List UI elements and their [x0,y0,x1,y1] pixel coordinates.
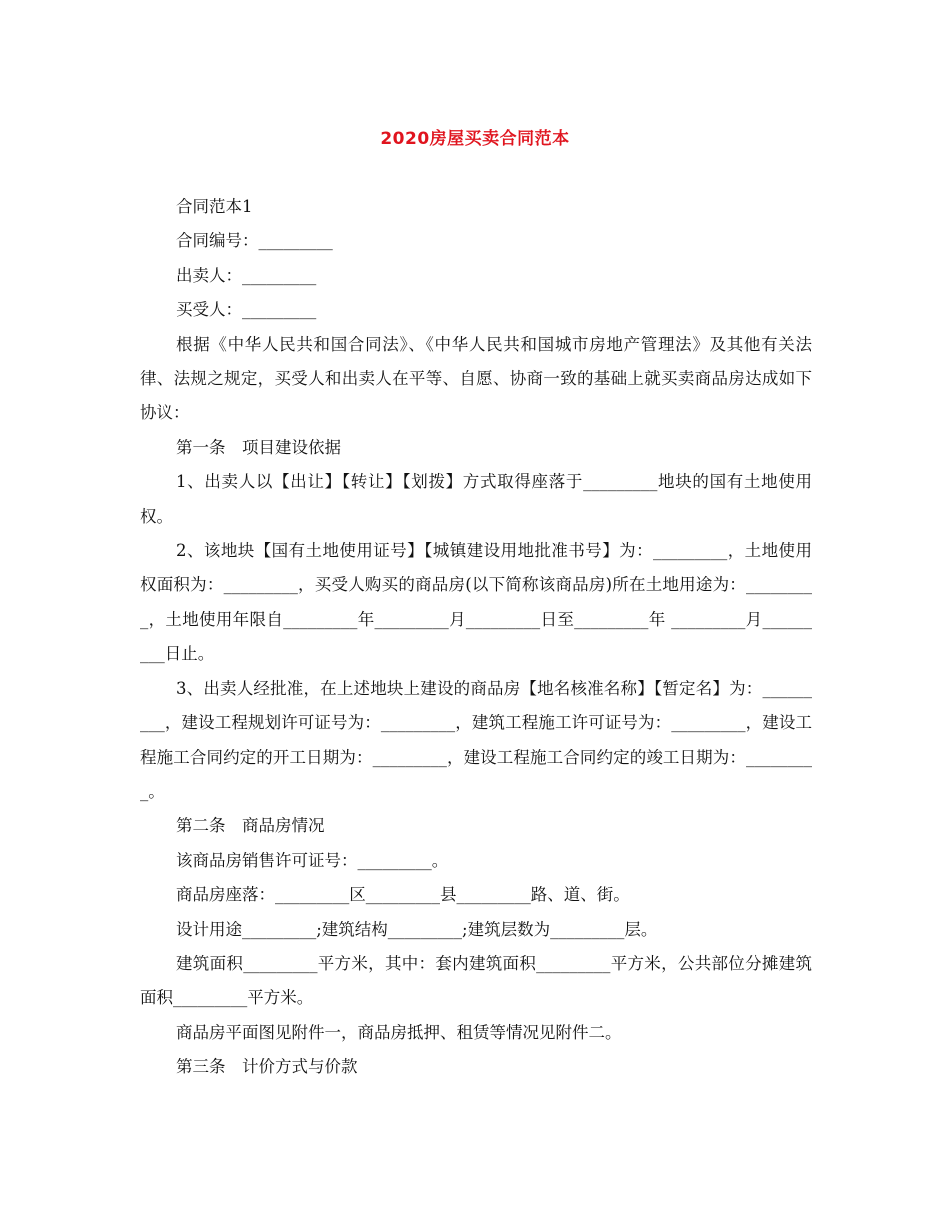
paragraph-buyer: 买受人：_________ [176,300,317,320]
paragraph-article-1-clause-3: 3、出卖人经批准，在上述地块上建设的商品房【地名核准名称】【暂定名】为：_________，建设工程规划许可证号为：_________，建筑工程施工许可证号为：_________，建设工程施工合同约定的开工日期为：_________，建设工程施工合同约定的竣工日期为：_________。 [140,678,812,801]
paragraph-article-1-clause-1: 1、出卖人以【出让】【转让】【划拨】方式取得座落于_________地块的国有土地使用权。 [140,472,812,526]
paragraph-preamble: 根据《中华人民共和国合同法》、《中华人民共和国城市房地产管理法》及其他有关法律、法规之规定，买受人和出卖人在平等、自愿、协商一致的基础上就买卖商品房达成如下协议： [140,334,812,423]
document-body [140,190,812,1085]
paragraph-contract-sample-label: 合同范本1 [176,197,253,216]
section-heading-article-2: 第二条 商品房情况 [176,816,325,836]
section-heading-article-3: 第三条 计价方式与价款 [176,1057,358,1077]
document-title: 2020房屋买卖合同范本 [380,129,570,149]
paragraph-seller: 出卖人：_________ [176,265,317,285]
paragraph-location: 商品房座落：_________区_________县_________路、道、街。 [176,885,630,905]
section-heading-article-1: 第一条 项目建设依据 [176,437,341,457]
paragraph-floor-area: 建筑面积_________平方米，其中：套内建筑面积_________平方米，公共部位分摊建筑面积_________平方米。 [140,953,812,1008]
paragraph-attachments: 商品房平面图见附件一，商品房抵押、租赁等情况见附件二。 [176,1022,622,1042]
paragraph-sales-permit: 该商品房销售许可证号：_________。 [176,850,449,870]
paragraph-design-use: 设计用途_________;建筑结构_________;建筑层数为_________层。 [176,919,658,939]
paragraph-contract-number: 合同编号：_________ [176,231,333,251]
paragraph-article-1-clause-2: 2、该地块【国有土地使用证号】【城镇建设用地批准书号】为：_________，土地使用权面积为：_________，买受人购买的商品房(以下简称该商品房)所在土地用途为：_________，土地使用年限自_________年_________月_________日至_________年 _________月_________日止。 [140,541,812,664]
